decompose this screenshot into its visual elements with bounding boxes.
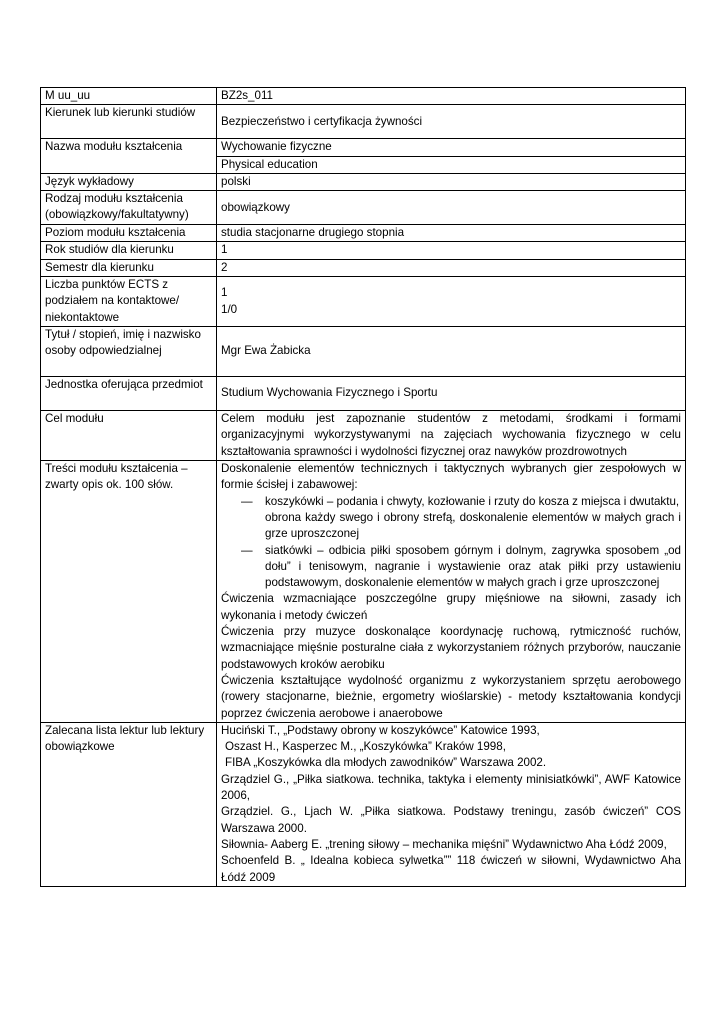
literature-item: FIBA „Koszykówka dla młodych zawodników” Warszawa 2002.	[225, 756, 547, 770]
module-name-en: Physical education	[217, 156, 686, 173]
table-row	[41, 327, 686, 377]
literature-item: Grządziel G., „Piłka siatkowa. technika, taktyka i elementy minisiatkówki”, AWF Katowice 2006,	[221, 772, 681, 803]
table-row	[41, 105, 686, 139]
content-label: Treści modułu kształcenia – zwarty opis ok. 100 słów.	[41, 461, 217, 723]
semester-label: Semestr dla kierunku	[41, 259, 217, 276]
module-name-label: Nazwa modułu kształcenia	[41, 139, 217, 174]
level-label: Poziom modułu kształcenia	[41, 225, 217, 242]
semester-value: 2	[217, 259, 686, 276]
year-label: Rok studiów dla kierunku	[41, 242, 217, 259]
module-type-label: Rodzaj modułu kształcenia (obowiązkowy/fakultatywny)	[41, 191, 217, 225]
table-row	[41, 242, 686, 259]
module-code-label: M uu_uu	[41, 88, 217, 105]
module-description-table	[40, 87, 686, 887]
dash-bullet: —	[241, 543, 253, 557]
table-row	[41, 173, 686, 190]
language-value: polski	[217, 173, 686, 190]
literature-value	[217, 722, 686, 886]
ects-value	[217, 277, 686, 327]
table-row	[41, 461, 686, 723]
ects-split: 1/0	[221, 302, 238, 316]
table-row	[41, 259, 686, 276]
ects-total: 1	[221, 286, 228, 300]
dash-bullet: —	[241, 494, 253, 508]
module-type-value: obowiązkowy	[217, 191, 686, 225]
literature-item: Oszast H., Kasperzec M., „Koszykówka” Kraków 1998,	[225, 740, 506, 754]
lecturer-value: Mgr Ewa Żabicka	[217, 327, 686, 377]
module-code-value: BZ2s_011	[217, 88, 686, 105]
table-row	[41, 191, 686, 225]
year-value: 1	[217, 242, 686, 259]
field-of-study-value: Bezpieczeństwo i certyfikacja żywności	[217, 105, 686, 139]
unit-value: Studium Wychowania Fizycznego i Sportu	[217, 377, 686, 411]
level-value: studia stacjonarne drugiego stopnia	[217, 225, 686, 242]
table-row	[41, 225, 686, 242]
literature-item: Schoenfeld B. „ Idealna kobieca sylwetka”” 118 ćwiczeń w siłowni, Wydawnictwo Aha Łódź 2009	[221, 854, 681, 884]
content-value	[217, 461, 686, 723]
literature-item: Grządziel. G., Ljach W. „Piłka siatkowa. Podstawy treningu, zasób ćwiczeń” COS Warszawa 2000.	[221, 805, 681, 835]
table-row	[41, 411, 686, 461]
table-row	[41, 377, 686, 411]
lecturer-label: Tytuł / stopień, imię i nazwisko osoby odpowiedzialnej	[41, 327, 217, 377]
bullet-text: koszykówki – podania i chwyty, kozłowanie i rzuty do kosza z miejsca i dwutaktu,	[265, 494, 680, 508]
table-row	[41, 139, 686, 156]
module-name-pl: Wychowanie fizyczne	[217, 139, 686, 156]
bullet-continuation: obrona każdy swego i obrony strefą, doskonalenie elementów w małych grach i grze uproszczonej	[265, 510, 681, 541]
literature-item: Huciński T., „Podstawy obrony w koszykówce” Katowice 1993,	[221, 723, 540, 737]
bullet-text: siatkówki – odbicia piłki sposobem górnym i dolnym, zagrywka sposobem „od dołu” i tenisowym, nagranie i wystawienie oraz atak piłki przy ustawieniu podstawowym, doskonalenie elementów w małych grach i grze uproszczonej	[265, 543, 681, 590]
literature-label: Zalecana lista lektur lub lektury obowiązkowe	[41, 722, 217, 886]
unit-label: Jednostka oferująca przedmiot	[41, 377, 217, 411]
table-row	[41, 722, 686, 886]
content-paragraph: Ćwiczenia przy muzyce doskonalące koordynację ruchową, rytmiczność ruchów, wzmacniające mięśnie posturalne ciała z wykorzystaniem różnych przyborów, nauczanie podstawowych kroków aerobiku	[221, 625, 681, 671]
content-paragraph: Ćwiczenia kształtujące wydolność organizmu z wykorzystaniem sprzętu aerobowego (rowery stacjonarne, bieżnie, ergometry wioślarskie) - metody kształtowania kondycji poprzez ćwiczenia aerobowe i anaerobowe	[221, 673, 681, 720]
goal-label: Cel modułu	[41, 411, 217, 461]
table-row	[41, 277, 686, 327]
list-item	[221, 494, 681, 510]
table-row	[41, 88, 686, 105]
goal-value: Celem modułu jest zapoznanie studentów z metodami, środkami i formami organizacyjnymi wykorzystywanymi na zajęciach wychowania fizycznego w celu kształtowania sprawności i wydolności fizycznej oraz nawyków prozdrowotnych	[217, 411, 686, 461]
literature-item: Siłownia- Aaberg E. „trening siłowy – mechanika mięśni” Wydawnictwo Aha Łódź 2009,	[221, 837, 667, 851]
ects-label: Liczba punktów ECTS z podziałem na kontaktowe/ niekontaktowe	[41, 277, 217, 327]
field-of-study-label: Kierunek lub kierunki studiów	[41, 105, 217, 139]
language-label: Język wykładowy	[41, 173, 217, 190]
content-intro: Doskonalenie elementów technicznych i taktycznych wybranych gier zespołowych w formie ścisłej i zabawowej:	[221, 462, 681, 492]
content-paragraph: Ćwiczenia wzmacniające poszczególne grupy mięśniowe na siłowni, zasady ich wykonania i metody ćwiczeń	[221, 592, 681, 622]
list-item	[221, 543, 681, 592]
